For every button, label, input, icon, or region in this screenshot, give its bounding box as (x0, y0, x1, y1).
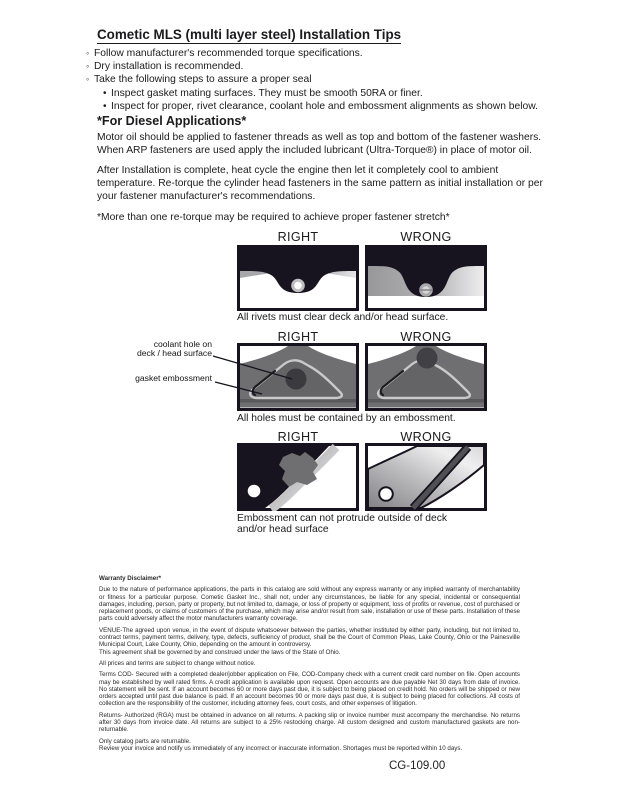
right-label: RIGHT (277, 330, 319, 344)
diesel-heading: *For Diesel Applications* (97, 114, 247, 128)
prices-clause: All prices and terms are subject to change without notice. (99, 659, 256, 667)
open-bullet-icon: ◦ (86, 48, 90, 58)
tip-text: Take the following steps to assure a proper seal (94, 74, 312, 86)
diesel-paragraph-2: After Installation is complete, heat cycle the engine then let it completely cool to ambient temperature. Re-torque the cylinder head fasteners in the same pattern as initial installation or per your fastener manufacturer's recommendations. (97, 165, 543, 203)
rivet-center (294, 282, 301, 289)
tip-text: Inspect for proper, rivet clearance, coolant hole and embossment alignments as shown below. (111, 100, 538, 112)
gasket-embossment-callout: gasket embossment (135, 373, 212, 383)
page-title: Cometic MLS (multi layer steel) Installation Tips (97, 27, 402, 42)
list-item (86, 73, 572, 86)
governing-law-clause: This agreement shall be governed by and construed under the laws of the State of Ohio. (99, 648, 341, 656)
callout-leader-lines (95, 338, 365, 408)
right-label: RIGHT (277, 230, 319, 244)
list-item (103, 87, 572, 100)
embossment-wrong-diagram (365, 443, 487, 511)
warranty-disclaimer-text: Due to the nature of performance applications, the parts in this catalog are sold without any express warranty or any implied warranty of merchantability or fitness for a particular purpose. Cometic Gasket Inc., shall not, under any circumstances, be liable for any special, incidental or consequential damages, including, person, party or property, but not limited to, damage, or loss of property or equipment, loss of profits or revenue, cost of purchased or replacement goods, or claims of customers of the purchase, which may arise and/or result from sale, installation or use of these parts. Installation of these parts could adversely affect the motor manufacturers warranty coverage. (99, 586, 520, 623)
terms-clause: Terms COD- Secured with a completed dealer/jobber application on File, COD-Company check with a current credit card number on file. Open accounts may be established by well rated firms. A credit application is available upon request. Open accounts are due payable Net 30 days from date of invoice. No statement will be sent. If an account becomes 60 or more days past due, it is subject to being placed on credit hold. No orders will be shipped or new orders accepted until past due balance is paid. If an account becomes 90 or more days past due, it is subject to being placed for collections. All costs of collection are the responsibility of the customer, including attorney fees, court costs, and other expenses of litigation. (99, 671, 520, 708)
retorque-note: *More than one re-torque may be required to achieve proper fastener stretch* (97, 212, 450, 223)
wrong-label: WRONG (400, 430, 452, 444)
returnable-clause: Only catalog parts are returnable. (99, 737, 191, 745)
list-item (86, 47, 572, 60)
deck-bottom (368, 296, 484, 308)
wrong-label: WRONG (400, 230, 452, 244)
filled-bullet-icon: • (103, 87, 107, 99)
rivet-right-diagram (237, 245, 359, 311)
embossment-caption (237, 514, 517, 536)
page-code: CG-109.00 (389, 760, 446, 772)
embossment-right-diagram (237, 443, 359, 511)
rivet-caption: All rivets must clear deck and/or head surface. (237, 312, 449, 323)
wrong-label: WRONG (400, 330, 452, 344)
caption-line: Embossment can not protrude outside of deck (237, 513, 448, 524)
tip-text: Inspect gasket mating surfaces. They must be smooth 50RA or finer. (111, 87, 423, 99)
rivet-wrong-diagram (365, 245, 487, 311)
tip-text: Dry installation is recommended. (94, 61, 244, 73)
list-item (103, 100, 572, 113)
venue-clause: VENUE-The agreed upon venue, in the event of dispute whatsoever between the parties, whether instituted by either party, including, but not limited to, contract terms, payment terms, delivery, type, defects, sufficiency of product, shall be the Court of Common Pleas, Lake County, Ohio or the Painesville Municipal Court, Lake County, Ohio, depending on the amount in controversy. (99, 626, 520, 649)
diesel-paragraph-1: Motor oil should be applied to fastener threads as well as top and bottom of the fastener washers. When ARP fasteners are used apply the included lubricant (Ultra-Torque®) in place of motor oil. (97, 132, 542, 157)
tip-text: Follow manufacturer's recommended torque specifications. (94, 48, 363, 59)
caption-line: and/or head surface (237, 523, 329, 535)
leader-line (215, 382, 262, 394)
coolant-wrong-diagram (365, 343, 487, 411)
holes-caption: All holes must be contained by an embossment. (237, 413, 456, 424)
warranty-disclaimer-title: Warranty Disclaimer* (99, 575, 162, 582)
gasket-bottom-strip (368, 399, 484, 403)
leader-line (213, 356, 292, 379)
callout-line: coolant hole on (153, 339, 212, 349)
bolt-hole (379, 487, 393, 501)
bolt-hole (248, 485, 261, 498)
open-bullet-icon: ◦ (86, 74, 90, 85)
review-clause: Review your invoice and notify us immediately of any incorrect or inaccurate information. Shortages must be reported within 10 days. (99, 744, 463, 752)
coolant-hole (417, 348, 438, 369)
returns-clause: Returns- Authorized (RGA) must be obtained in advance on all returns. A packing slip or invoice number must accompany the merchandise. No returns after 30 days from invoice date. All returns are subject to a 25% restocking charge. All custom designed and custom manufactured gaskets are non-returnable. (99, 711, 520, 734)
right-label: RIGHT (277, 430, 319, 444)
fine-print-block (99, 575, 520, 752)
open-bullet-icon: ◦ (86, 61, 90, 72)
filled-bullet-icon: • (103, 100, 107, 112)
callout-line: deck / head surface (136, 348, 212, 358)
list-item (86, 60, 572, 73)
installation-tips-list (86, 47, 572, 113)
